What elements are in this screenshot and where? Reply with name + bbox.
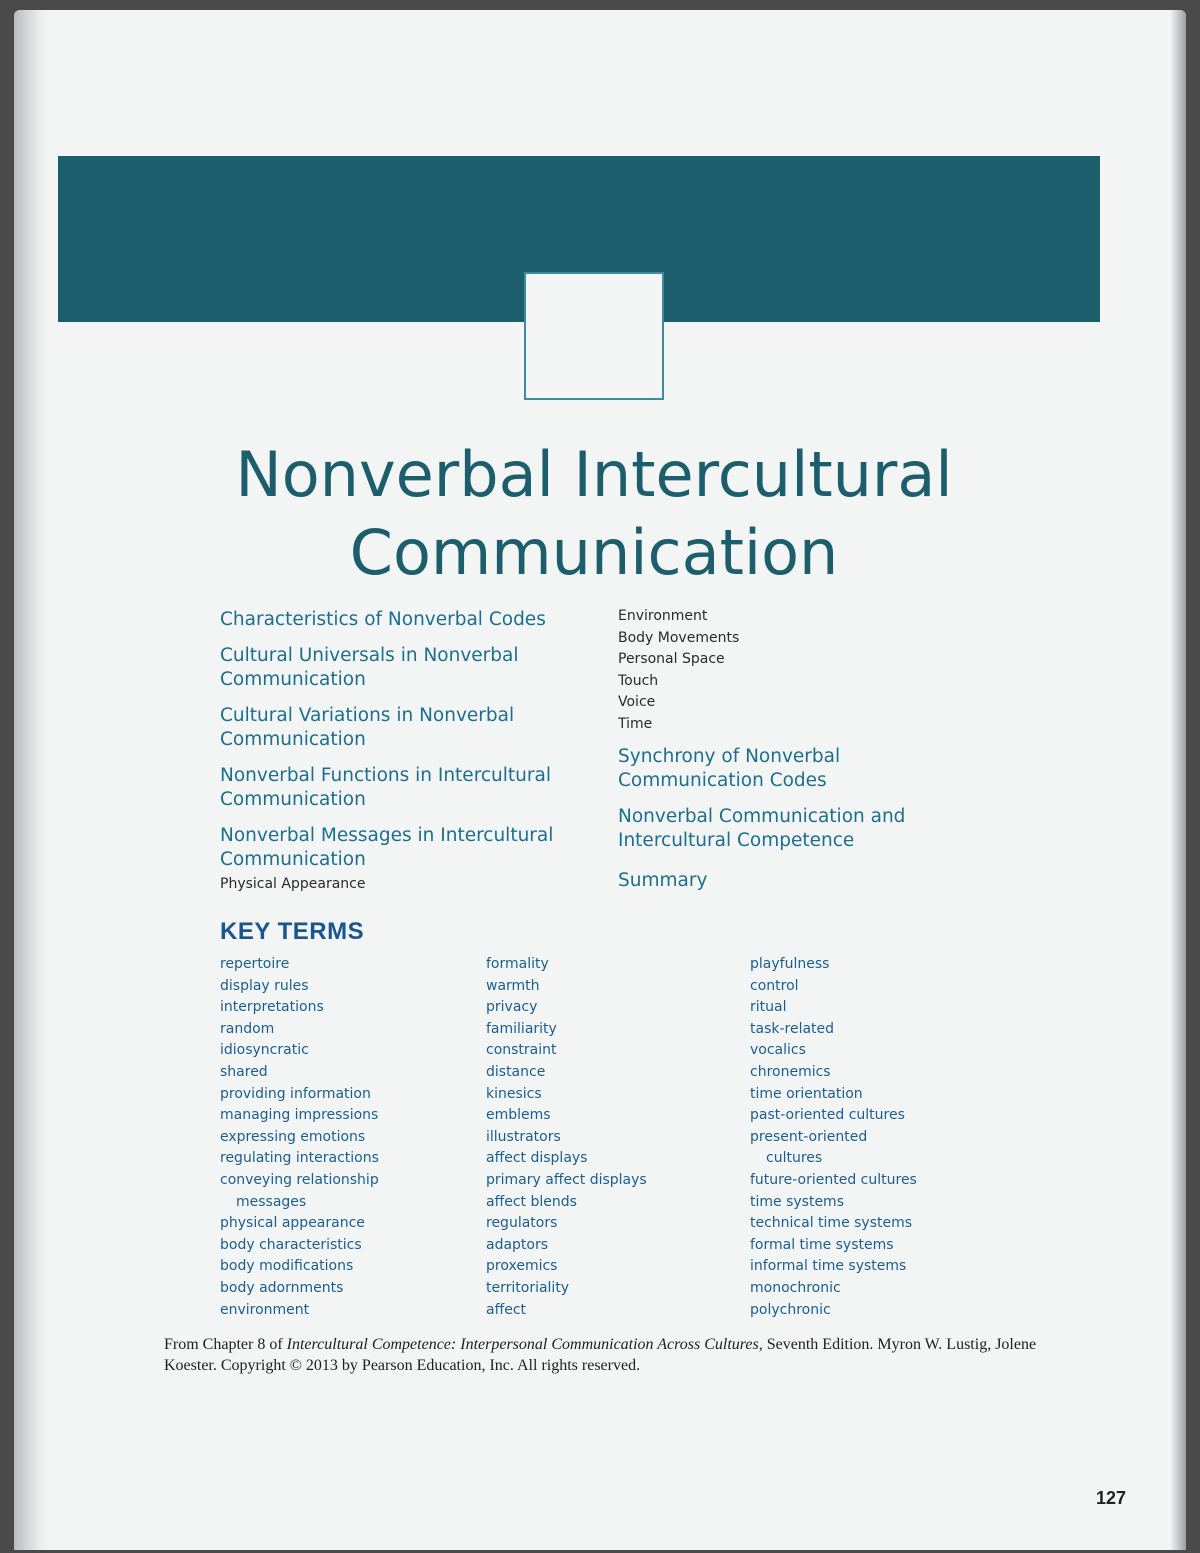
key-term: idiosyncratic — [220, 1042, 309, 1059]
book-title: Intercultural Competence: Interpersonal Communication Across Cultures — [286, 1336, 759, 1353]
page-number: 127 — [1096, 1488, 1127, 1508]
key-term: regulating interactions — [220, 1150, 379, 1167]
key-term: time systems — [750, 1193, 844, 1210]
key-term: conveying relationship — [220, 1171, 379, 1188]
key-term: body adornments — [220, 1279, 344, 1296]
key-term: technical time systems — [750, 1215, 913, 1232]
chapter-title-line-1: Nonverbal Intercultural — [235, 438, 953, 511]
key-term: familiarity — [486, 1020, 557, 1037]
key-terms-column-3 — [750, 954, 917, 1321]
key-term: constraint — [486, 1042, 557, 1059]
outline-heading: Summary — [618, 870, 708, 891]
key-term-continuation: messages — [236, 1193, 307, 1210]
key-term: expressing emotions — [220, 1128, 366, 1145]
outline-heading: Nonverbal Communication and Intercultural Competence — [618, 806, 906, 851]
key-term: distance — [486, 1063, 546, 1080]
outline-heading: Nonverbal Functions in Intercultural Communication — [220, 765, 551, 810]
key-term: random — [220, 1020, 275, 1037]
chapter-number-box — [524, 272, 664, 400]
page-edge-shadow — [1170, 10, 1186, 1550]
outline-heading: Synchrony of Nonverbal Communication Codes — [618, 746, 841, 791]
key-term: ritual — [750, 999, 787, 1016]
key-term: regulators — [486, 1215, 558, 1232]
outline-heading: Cultural Variations in Nonverbal Communication — [220, 705, 515, 750]
chapter-title-line-2: Communication — [349, 516, 839, 589]
outline-heading: Characteristics of Nonverbal Codes — [220, 609, 546, 630]
key-term: display rules — [220, 977, 309, 994]
key-term: physical appearance — [220, 1215, 365, 1232]
key-term: emblems — [486, 1107, 551, 1124]
outline-left-column — [220, 608, 580, 896]
key-term: interpretations — [220, 999, 324, 1016]
key-term: present-oriented — [750, 1128, 868, 1145]
key-terms-column-2 — [486, 954, 647, 1321]
key-term: time orientation — [750, 1085, 863, 1102]
key-term: privacy — [486, 999, 538, 1016]
outline-subheading: Time — [618, 715, 653, 732]
key-term: primary affect displays — [486, 1171, 647, 1188]
key-term: past-oriented cultures — [750, 1107, 905, 1124]
outline-subheading: Body Movements — [618, 629, 740, 646]
key-term-continuation: cultures — [766, 1150, 823, 1167]
key-term: task-related — [750, 1020, 835, 1037]
outline-heading: Cultural Universals in Nonverbal Communication — [220, 645, 519, 690]
key-term: playfulness — [750, 956, 830, 972]
page-gutter-shadow — [14, 10, 48, 1550]
outline-subheading: Touch — [618, 672, 659, 689]
outline-subheading: Environment — [618, 608, 708, 624]
outline-subheading: Voice — [618, 694, 656, 710]
source-credit: From Chapter 8 of Intercultural Competence: Interpersonal Communication Across Cultures, Seventh Edition. Myron W. Lustig, Jolene Koester. Copyright © 2013 by Pearson Education, Inc. All rights reserved. — [164, 1336, 1037, 1374]
key-term: control — [750, 977, 799, 994]
key-terms-column-1 — [220, 954, 379, 1321]
key-term: future-oriented cultures — [750, 1171, 917, 1188]
outline-subheading: Personal Space — [618, 651, 725, 667]
outline-subheading: Physical Appearance — [220, 876, 366, 892]
key-term: monochronic — [750, 1279, 841, 1296]
key-term: managing impressions — [220, 1107, 379, 1124]
key-term: body characteristics — [220, 1236, 362, 1253]
key-term: warmth — [486, 977, 540, 994]
textbook-page — [14, 10, 1186, 1550]
key-term: adaptors — [486, 1236, 549, 1253]
key-term: shared — [220, 1063, 268, 1080]
key-term: body modifications — [220, 1258, 354, 1275]
key-term: illustrators — [486, 1128, 561, 1145]
key-term: proxemics — [486, 1258, 558, 1275]
key-term: kinesics — [486, 1085, 542, 1102]
key-term: providing information — [220, 1085, 371, 1102]
key-term: chronemics — [750, 1063, 831, 1080]
key-term: environment — [220, 1301, 310, 1318]
key-term: affect blends — [486, 1193, 577, 1210]
key-term: affect displays — [486, 1150, 588, 1167]
key-term: affect — [486, 1301, 527, 1318]
outline-heading: Nonverbal Messages in Intercultural Communication — [220, 825, 554, 870]
key-term: informal time systems — [750, 1258, 907, 1275]
key-term: repertoire — [220, 956, 290, 972]
key-term: vocalics — [750, 1042, 806, 1059]
outline-right-column — [618, 606, 978, 893]
key-term: formal time systems — [750, 1236, 894, 1253]
key-terms-heading: KEY TERMS — [220, 918, 365, 945]
key-term: polychronic — [750, 1301, 831, 1318]
key-term: formality — [486, 956, 549, 972]
key-term: territoriality — [486, 1279, 570, 1296]
